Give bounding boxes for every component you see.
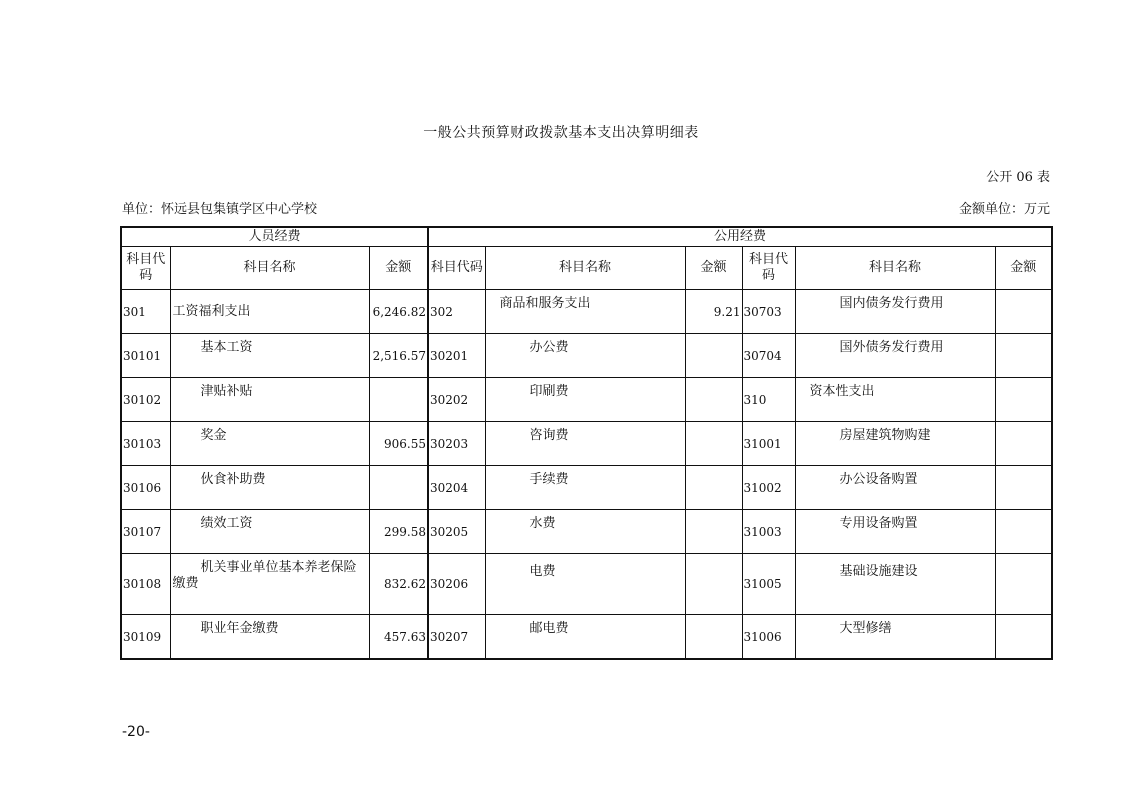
amount-unit: 金额单位：万元 xyxy=(958,202,1050,217)
table-row xyxy=(121,466,1052,510)
code-cell: 30204 xyxy=(430,480,469,495)
name-cell: 国内债务发行费用 xyxy=(839,296,944,311)
code-cell: 30103 xyxy=(123,436,162,451)
name-cell: 水费 xyxy=(529,516,556,531)
code-cell: 30206 xyxy=(430,577,469,591)
name-cell: 房屋建筑物购建 xyxy=(839,428,931,443)
code-cell: 31006 xyxy=(743,629,782,644)
column-header-row xyxy=(121,247,1052,290)
name-cell: 津贴补贴 xyxy=(200,384,253,399)
name-cell: 职业年金缴费 xyxy=(200,621,279,636)
amount-cell xyxy=(996,554,1052,614)
amount-cell xyxy=(996,422,1052,465)
code-cell: 31005 xyxy=(743,577,782,591)
code-cell: 30201 xyxy=(430,348,469,363)
table-row xyxy=(121,615,1052,660)
name-cell: 手续费 xyxy=(529,472,569,487)
name-cell: 国外债务发行费用 xyxy=(839,340,944,355)
amount-cell xyxy=(686,334,742,377)
name-cell: 印刷费 xyxy=(529,384,569,399)
code-cell: 30203 xyxy=(430,436,469,451)
header-code-b: 科目代码 xyxy=(428,247,485,290)
amount-cell xyxy=(996,290,1052,333)
amount-cell xyxy=(686,554,742,614)
code-cell: 30205 xyxy=(430,524,469,539)
header-code-a: 科目代码 xyxy=(121,247,170,290)
table-row xyxy=(121,334,1052,378)
header-name-a: 科目名称 xyxy=(170,247,369,290)
code-cell: 301 xyxy=(123,304,146,319)
name-cell: 工资福利支出 xyxy=(172,303,251,319)
code-cell: 30106 xyxy=(123,480,162,495)
name-cell: 商品和服务支出 xyxy=(499,296,591,311)
name-cell: 基本工资 xyxy=(200,340,253,355)
code-cell: 30704 xyxy=(743,348,782,363)
section-header-row xyxy=(121,227,1052,247)
header-amount-a: 金额 xyxy=(369,247,428,290)
amount-cell: 457.63 xyxy=(384,629,427,644)
page-number: -20- xyxy=(122,724,150,740)
name-cell: 办公设备购置 xyxy=(839,472,918,487)
amount-cell xyxy=(996,615,1052,658)
code-cell: 30703 xyxy=(743,304,782,319)
amount-cell xyxy=(686,422,742,465)
amount-cell: 2,516.57 xyxy=(372,348,427,363)
amount-cell xyxy=(370,378,428,421)
expenditure-table xyxy=(120,226,1053,660)
code-cell: 30102 xyxy=(123,392,162,407)
code-cell: 31001 xyxy=(743,436,782,451)
name-cell: 伙食补助费 xyxy=(200,472,266,487)
code-cell: 30207 xyxy=(430,629,469,644)
code-cell: 30109 xyxy=(123,629,162,644)
amount-cell: 832.62 xyxy=(384,577,427,591)
amount-cell xyxy=(686,510,742,553)
code-cell: 30202 xyxy=(430,392,469,407)
code-cell: 310 xyxy=(743,392,767,407)
name-cell: 基础设施建设 xyxy=(839,564,918,579)
table-row xyxy=(121,554,1052,615)
code-cell: 30101 xyxy=(123,348,162,363)
amount-cell xyxy=(686,378,742,421)
amount-cell xyxy=(686,466,742,509)
table-row xyxy=(121,510,1052,554)
amount-cell xyxy=(996,378,1052,421)
name-cell: 咨询费 xyxy=(529,428,569,443)
table-row xyxy=(121,422,1052,466)
header-code-c: 科目代码 xyxy=(742,247,795,290)
name-cell: 机关事业单位基本养老保险缴费 xyxy=(172,560,357,591)
table-row xyxy=(121,290,1052,334)
header-amount-b: 金额 xyxy=(685,247,742,290)
section-public: 公用经费 xyxy=(428,227,1052,247)
name-cell: 绩效工资 xyxy=(200,516,253,531)
header-name-b: 科目名称 xyxy=(485,247,685,290)
amount-cell xyxy=(686,615,742,658)
report-title: 一般公共预算财政拨款基本支出决算明细表 xyxy=(423,125,699,141)
header-amount-c: 金额 xyxy=(995,247,1052,290)
amount-cell xyxy=(996,510,1052,553)
name-cell: 邮电费 xyxy=(529,621,569,636)
name-cell: 电费 xyxy=(529,564,556,579)
section-personnel: 人员经费 xyxy=(121,227,428,247)
name-cell: 办公费 xyxy=(529,340,569,355)
amount-cell xyxy=(370,466,428,509)
name-cell: 资本性支出 xyxy=(809,384,875,399)
name-cell: 大型修缮 xyxy=(839,621,892,636)
header-name-c: 科目名称 xyxy=(795,247,995,290)
code-cell: 31003 xyxy=(743,524,782,539)
amount-cell: 9.21 xyxy=(713,304,741,319)
amount-cell xyxy=(996,334,1052,377)
amount-cell: 6,246.82 xyxy=(372,304,427,319)
code-cell: 302 xyxy=(430,304,453,319)
amount-cell xyxy=(996,466,1052,509)
reporting-unit: 单位：怀远县包集镇学区中心学校 xyxy=(122,202,318,217)
table-number: 公开 06 表 xyxy=(986,170,1050,185)
amount-cell: 299.58 xyxy=(384,524,427,539)
code-cell: 31002 xyxy=(743,480,782,495)
amount-cell: 906.55 xyxy=(384,436,427,451)
name-cell: 奖金 xyxy=(200,428,227,443)
code-cell: 30108 xyxy=(123,577,162,591)
name-cell: 专用设备购置 xyxy=(839,516,918,531)
table-row xyxy=(121,378,1052,422)
code-cell: 30107 xyxy=(123,524,162,539)
